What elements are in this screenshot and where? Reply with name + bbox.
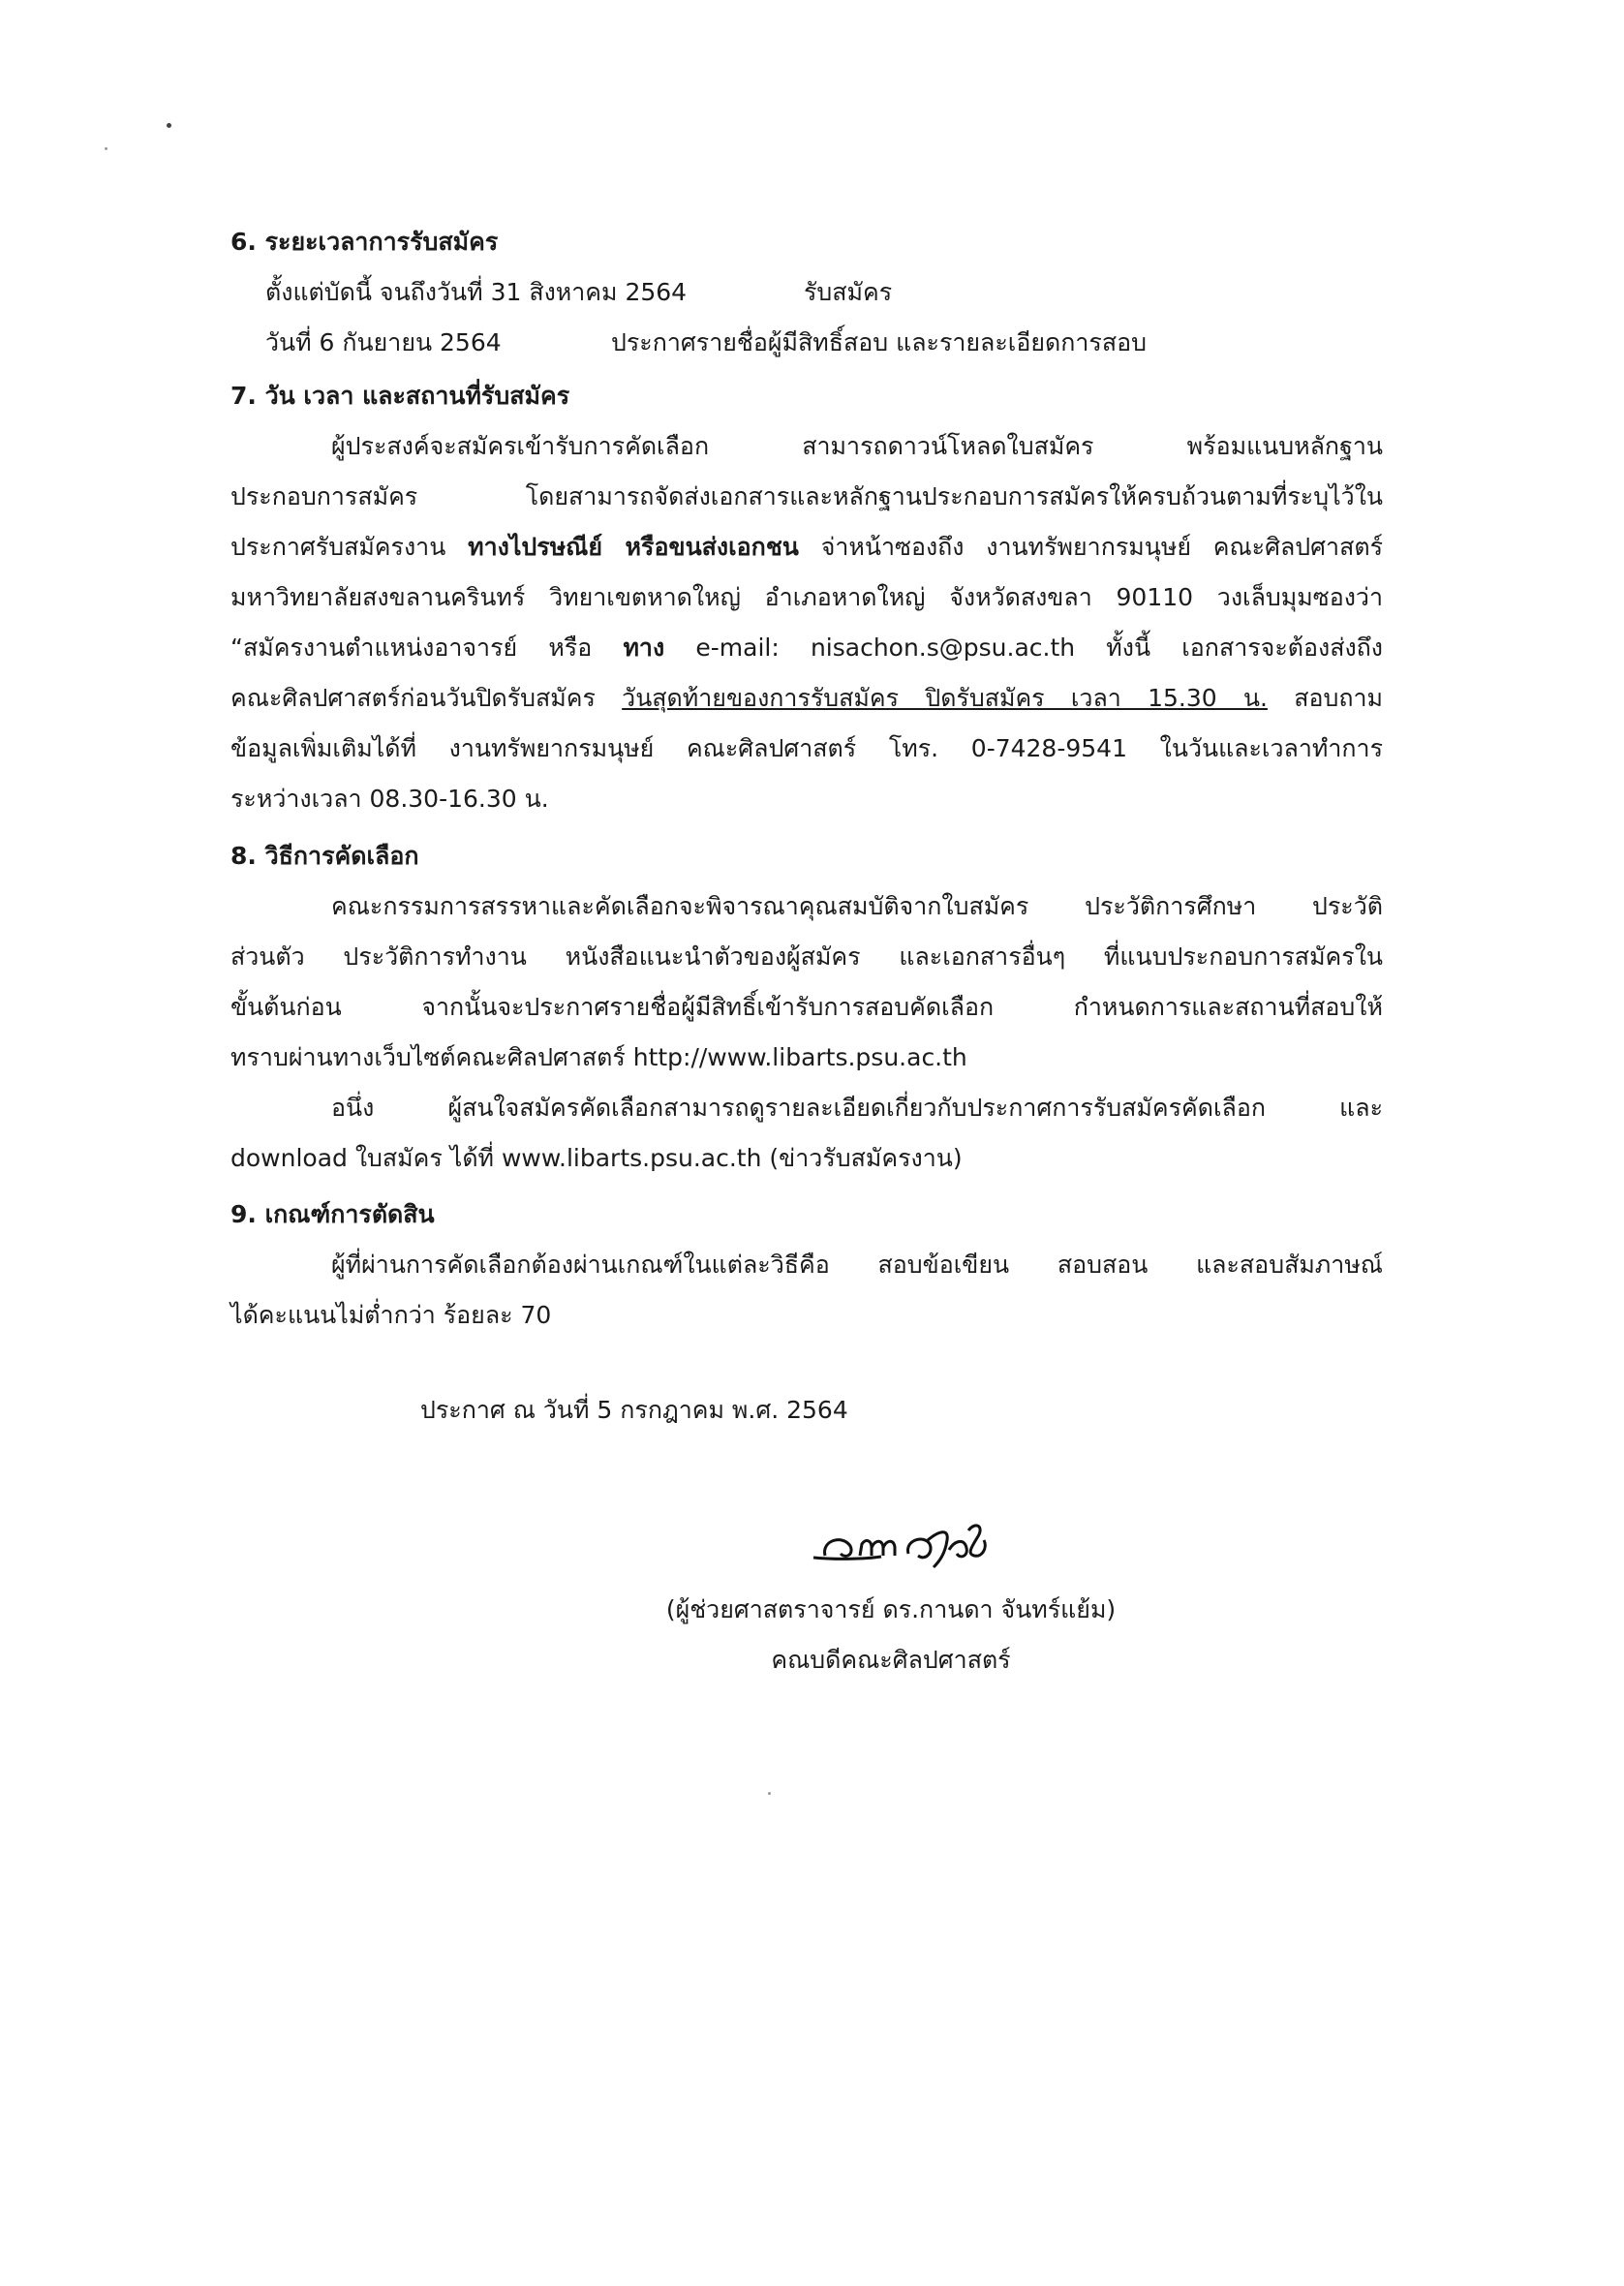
section-8-paragraph-line: อนึ่ง ผู้สนใจสมัครคัดเลือกสามารถดูรายละเอียดเกี่ยวกับประกาศการรับสมัครคัดเลือก และ xyxy=(331,1094,1383,1122)
announcement-date-block xyxy=(230,1385,1383,1436)
schedule-row2-date: วันที่ 6 กันยายน 2564 xyxy=(265,328,502,356)
section-7-paragraph-line: ผู้ประสงค์จะสมัครเข้ารับการคัดเลือก สามารถดาวน์โหลดใบสมัคร พร้อมแนบหลักฐาน xyxy=(331,432,1383,460)
section-6 xyxy=(230,217,1383,368)
signatory-name: (ผู้ช่วยศาสตราจารย์ ดร.กานดา จันทร์แย้ม) xyxy=(665,1595,1117,1623)
schedule-row1-event: รับสมัคร xyxy=(804,278,893,306)
section-7-paragraph-line xyxy=(230,673,1383,724)
text-span: สอบถาม xyxy=(1294,684,1383,712)
scan-speck xyxy=(105,147,107,150)
deadline-underlined: วันสุดท้ายของการรับสมัคร ปิดรับสมัคร เวลา 15.30 น. xyxy=(622,684,1268,712)
scan-speck xyxy=(167,123,171,128)
announcement-date: ประกาศ ณ วันที่ 5 กรกฎาคม พ.ศ. 2564 xyxy=(420,1396,848,1424)
section-7-paragraph-line: ระหว่างเวลา 08.30-16.30 น. xyxy=(230,785,549,813)
section-7-paragraph-line: ข้อมูลเพิ่มเติมได้ที่ งานทรัพยากรมนุษย์ คณะศิลปศาสตร์ โทร. 0-7428-9541 ในวันและเวลาทำการ xyxy=(230,734,1383,762)
signatory-block xyxy=(620,1585,1162,1685)
text-span: จ่าหน้าซองถึง งานทรัพยากรมนุษย์ คณะศิลปศาสตร์ xyxy=(820,533,1383,561)
email-label-bold: ทาง xyxy=(623,633,665,662)
schedule-row2-event: ประกาศรายชื่อผู้มีสิทธิ์สอบ และรายละเอียดการสอบ xyxy=(611,328,1147,356)
text-span: “สมัครงานตำแหน่งอาจารย์ หรือ xyxy=(230,633,593,662)
section-9-heading: 9. เกณฑ์การตัดสิน xyxy=(230,1200,435,1228)
section-8-paragraph-line: ส่วนตัว ประวัติการทำงาน หนังสือแนะนำตัวของผู้สมัคร และเอกสารอื่นๆ ที่แนบประกอบการสมัครใน xyxy=(230,942,1383,971)
section-9-paragraph-line: ผู้ที่ผ่านการคัดเลือกต้องผ่านเกณฑ์ในแต่ละวิธีคือ สอบข้อเขียน สอบสอน และสอบสัมภาษณ์ xyxy=(331,1251,1383,1279)
section-7-paragraph-line xyxy=(230,522,1383,572)
section-7-paragraph-line: มหาวิทยาลัยสงขลานครินทร์ วิทยาเขตหาดใหญ่ อำเภอหาดใหญ่ จังหวัดสงขลา 90110 วงเล็บมุมซองว่า xyxy=(230,583,1383,611)
schedule-row1-date: ตั้งแต่บัดนี้ จนถึงวันที่ 31 สิงหาคม 2564 xyxy=(265,278,688,306)
section-9-paragraph-line: ได้คะแนนไม่ต่ำกว่า ร้อยละ 70 xyxy=(230,1301,552,1329)
delivery-method-bold: ทางไปรษณีย์ หรือขนส่งเอกชน xyxy=(468,533,799,561)
scan-speck xyxy=(768,1792,771,1795)
section-7 xyxy=(230,371,1383,824)
section-8 xyxy=(230,831,1383,1184)
section-6-heading: 6. ระยะเวลาการรับสมัคร xyxy=(230,228,499,256)
signatory-position: คณบดีคณะศิลปศาสตร์ xyxy=(771,1646,1011,1674)
text-span: ประกาศรับสมัครงาน xyxy=(230,533,446,561)
section-8-heading: 8. วิธีการคัดเลือก xyxy=(230,842,419,870)
section-8-paragraph-line: ขั้นต้นก่อน จากนั้นจะประกาศรายชื่อผู้มีสิทธิ์เข้ารับการสอบคัดเลือก กำหนดการและสถานที่สอบให้ xyxy=(230,993,1383,1021)
section-8-paragraph-line: ทราบผ่านทางเว็บไซต์คณะศิลปศาสตร์ http://www.libarts.psu.ac.th xyxy=(230,1043,967,1071)
section-7-paragraph-line: ประกอบการสมัคร โดยสามารถจัดส่งเอกสารและหลักฐานประกอบการสมัครให้ครบถ้วนตามที่ระบุไว้ใน xyxy=(230,482,1383,510)
section-7-paragraph-line xyxy=(230,623,1383,673)
text-span: คณะศิลปศาสตร์ก่อนวันปิดรับสมัคร xyxy=(230,684,596,712)
signature-image xyxy=(804,1511,1056,1579)
section-7-heading: 7. วัน เวลา และสถานที่รับสมัคร xyxy=(230,382,570,410)
section-8-paragraph-line: คณะกรรมการสรรหาและคัดเลือกจะพิจารณาคุณสมบัติจากใบสมัคร ประวัติการศึกษา ประวัติ xyxy=(331,892,1383,920)
section-8-paragraph-line: download ใบสมัคร ได้ที่ www.libarts.psu.ac.th (ข่าวรับสมัครงาน) xyxy=(230,1144,963,1172)
section-9 xyxy=(230,1189,1383,1341)
email-address: e-mail: nisachon.s@psu.ac.th ทั้งนี้ เอกสารจะต้องส่งถึง xyxy=(695,633,1384,662)
